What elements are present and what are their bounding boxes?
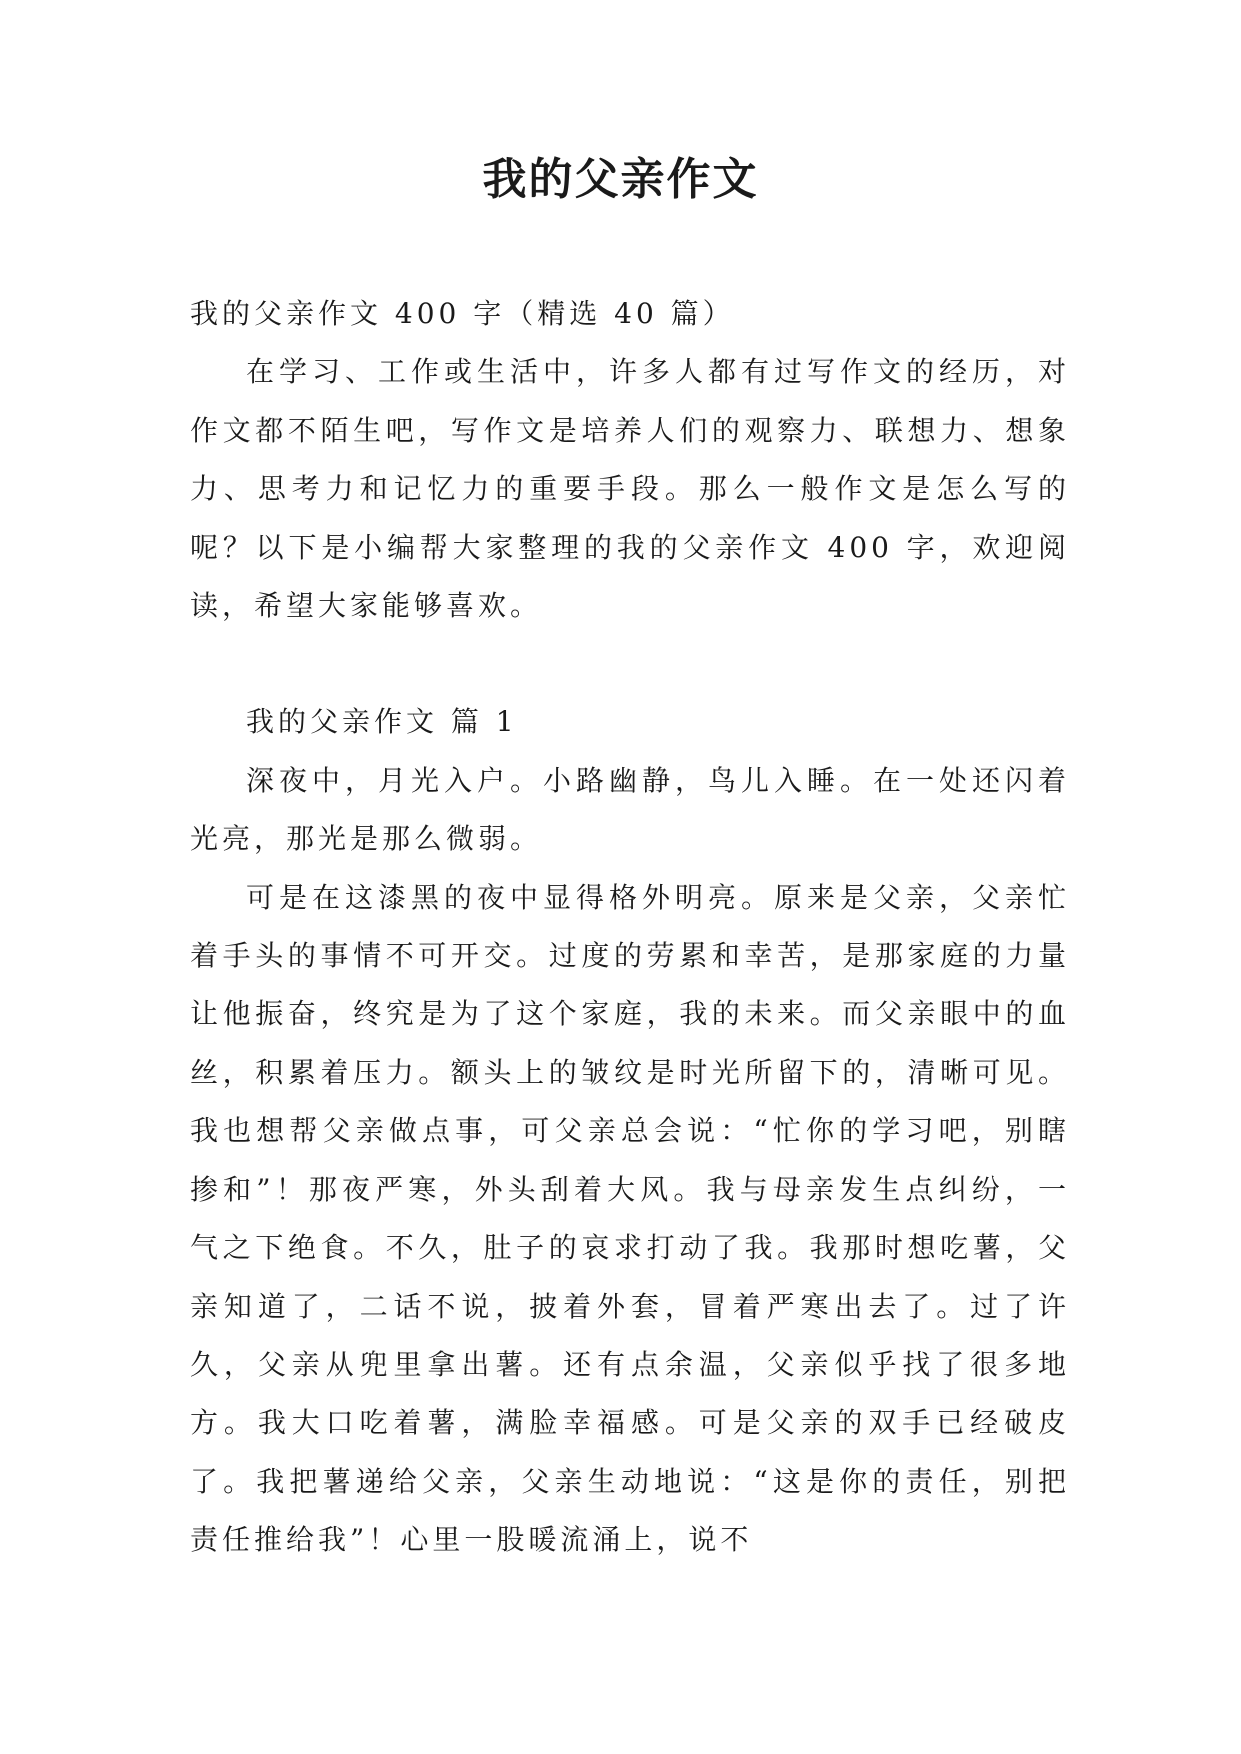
- document-body: [190, 285, 1070, 1570]
- document-subtitle: 我的父亲作文 400 字（精选 40 篇）: [190, 297, 735, 330]
- document-title: 我的父亲作文: [482, 154, 759, 205]
- paragraph-spacer: [190, 635, 1070, 693]
- section-heading: 我的父亲作文 篇 1: [246, 705, 518, 739]
- body-paragraph: 可是在这漆黑的夜中显得格外明亮。原来是父亲，父亲忙着手头的事情不可开交。过度的劳累和幸苦，是那家庭的力量让他振奋，终究是为了这个家庭，我的未来。而父亲眼中的血丝，积累着压力。额头上的皱纹是时光所留下的，清晰可见。我也想帮父亲做点事，可父亲总会说：“忙你的学习吧，别瞎掺和”！那夜严寒，外头刮着大风。我与母亲发生点纠纷，一气之下绝食。不久，肚子的哀求打动了我。我那时想吃薯，父亲知道了，二话不说，披着外套，冒着严寒出去了。过了许久，父亲从兜里拿出薯。还有点余温，父亲似乎找了很多地方。我大口吃着薯，满脸幸福感。可是父亲的双手已经破皮了。我把薯递给父亲，父亲生动地说：“这是你的责任，别把责任推给我”！心里一股暖流涌上，说不: [190, 880, 1070, 1557]
- intro-paragraph: 在学习、工作或生活中，许多人都有过写作文的经历，对作文都不陌生吧，写作文是培养人们的观察力、联想力、想象力、思考力和记忆力的重要手段。那么一般作文是怎么写的呢？以下是小编帮大家整理的我的父亲作文 400 字，欢迎阅读，希望大家能够喜欢。: [190, 355, 1070, 623]
- body-paragraph: 深夜中，月光入户。小路幽静，鸟儿入睡。在一处还闪着光亮，那光是那么微弱。: [190, 763, 1070, 856]
